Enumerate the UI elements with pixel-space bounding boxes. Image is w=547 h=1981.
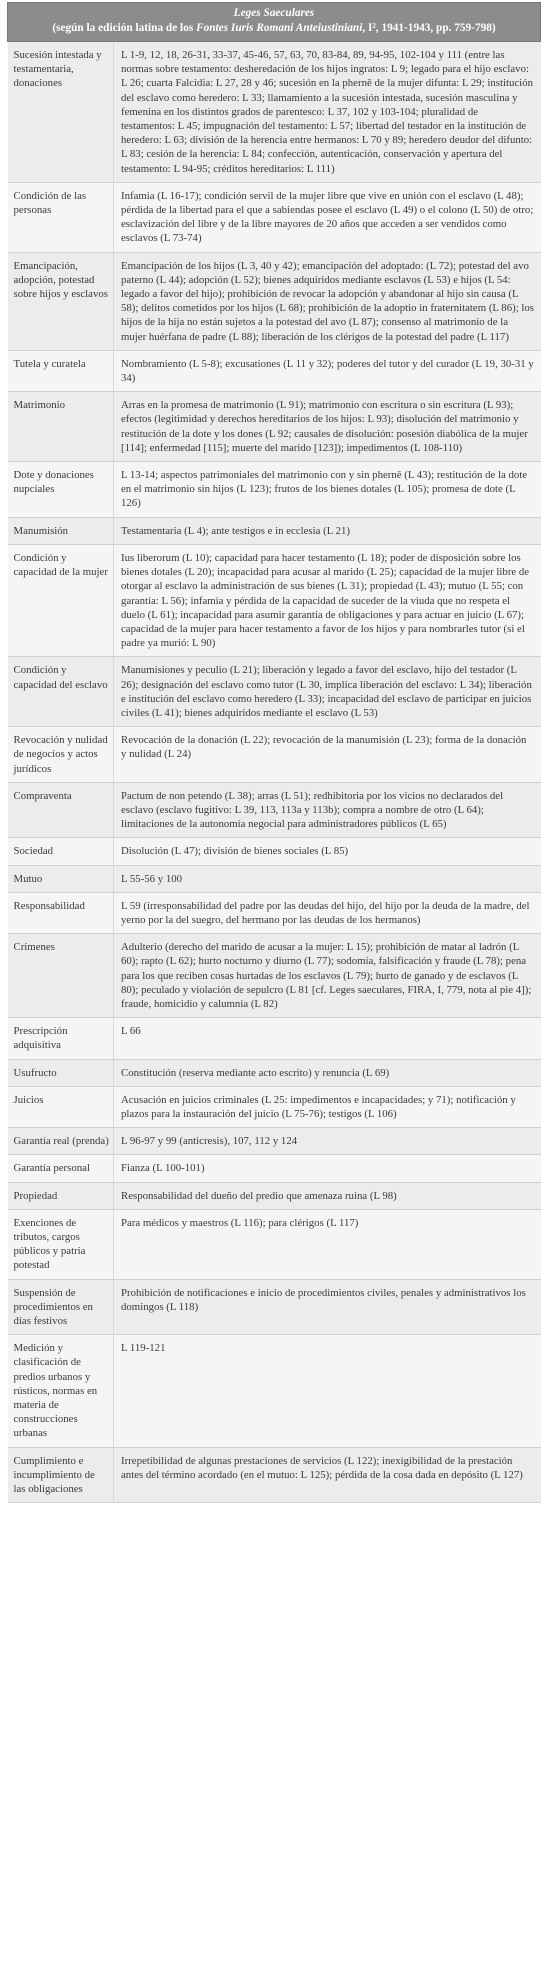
table-row (8, 727, 541, 783)
row-topic: Prescripción adquisitiva (8, 1018, 114, 1059)
row-references: Prohibición de notificaciones e inicio de procedimientos civiles, penales y administrativos los domingos (L 118) (114, 1279, 541, 1335)
table-row (8, 838, 541, 865)
row-topic: Exenciones de tributos, cargos públicos y patria potestad (8, 1209, 114, 1279)
table-row (8, 892, 541, 933)
table-row (8, 544, 541, 656)
table-body (8, 42, 541, 1503)
row-topic: Matrimonio (8, 392, 114, 462)
table-row (8, 42, 541, 183)
table-row (8, 934, 541, 1018)
row-topic: Tutela y curatela (8, 350, 114, 391)
leges-table (7, 2, 541, 1503)
row-topic: Garantía real (prenda) (8, 1128, 114, 1155)
row-references: L 119-121 (114, 1335, 541, 1447)
table-row (8, 1447, 541, 1503)
subtitle-suffix: , I², 1941-1943, pp. 759-798) (362, 22, 496, 34)
document-page (7, 0, 540, 1503)
row-topic: Cumplimiento e incumplimiento de las obligaciones (8, 1447, 114, 1503)
row-references: L 96-97 y 99 (anticresis), 107, 112 y 124 (114, 1128, 541, 1155)
row-topic: Revocación y nulidad de negocios y actos jurídicos (8, 727, 114, 783)
row-topic: Suspensión de procedimientos en días festivos (8, 1279, 114, 1335)
table-row (8, 182, 541, 252)
row-topic: Crímenes (8, 934, 114, 1018)
row-topic: Mutuo (8, 865, 114, 892)
row-references: Adulterio (derecho del marido de acusar a la mujer: L 15); prohibición de matar al ladrón (L 60); rapto (L 62); hurto nocturno y diurno (L 77); sodomía, falsificación y fraude (L 78); pena para los que reciben cosas hurtadas de los esclavos (L 79); hurto de ganado y de esclavos (L 80); peculado y violación de sepulcro (L 81 [cf. Leges saeculares, FIRA, I, 779, nota al pie 4]); fraude, homicidio y calumnia (L 82) (114, 934, 541, 1018)
row-references: Emancipación de los hijos (L 3, 40 y 42); emancipación del adoptado: (L 72); potestad del avo paterno (L 44); adopción (L 52); bienes adquiridos mediante esclavos (L 53) e hijos (L 54: legado a favor del hijo); prohibición de revocar la adopción y abandonar al hijo sin causa (L 58); delitos cometidos por los hijos (L 68); prohibición de la adoptio in fraternitatem (L 86); los hijos de la hija no están sujetos a la potestad del avo (L 87); consenso al matrimonio de la mujer huérfana de padre (L 88); liberación de los clérigos de la potestad del padre (L 117) (114, 252, 541, 350)
table-row (8, 350, 541, 391)
row-references: Para médicos y maestros (L 116); para clérigos (L 117) (114, 1209, 541, 1279)
row-references: Acusación en juicios criminales (L 25: impedimentos e incapacidades; y 71); notificación y plazos para la instauración del juicio (L 75-76); testigos (L 106) (114, 1086, 541, 1127)
table-row (8, 865, 541, 892)
row-references: Constitución (reserva mediante acto escrito) y renuncia (L 69) (114, 1059, 541, 1086)
row-topic: Usufructo (8, 1059, 114, 1086)
row-topic: Condición y capacidad de la mujer (8, 544, 114, 656)
row-references: Irrepetibilidad de algunas prestaciones de servicios (L 122); inexigibilidad de la prestación antes del término acordado (en el mutuo: L 125); pérdida de la cosa dada en depósito (L 127) (114, 1447, 541, 1503)
table-row (8, 657, 541, 727)
subtitle-work: Fontes Iuris Romani Anteiustiniani (196, 22, 363, 34)
table-row (8, 1335, 541, 1447)
row-topic: Dote y donaciones nupciales (8, 462, 114, 518)
row-references: Manumisiones y peculio (L 21); liberación y legado a favor del esclavo, hijo del testador (L 26); designación del esclavo como tutor (L 30, implica liberación del esclavo: L 34); liberación e institución del esclavo como heredero (L 33); incapacidad del esclavo de participar en juicios civiles (L 41); bienes adquiridos mediante el esclavo (L 53) (114, 657, 541, 727)
row-topic: Condición de las personas (8, 182, 114, 252)
row-topic: Emancipación, adopción, potestad sobre hijos y esclavos (8, 252, 114, 350)
row-references: L 55-56 y 100 (114, 865, 541, 892)
row-topic: Juicios (8, 1086, 114, 1127)
table-row (8, 392, 541, 462)
row-topic: Responsabilidad (8, 892, 114, 933)
row-references: L 1-9, 12, 18, 26-31, 33-37, 45-46, 57, 63, 70, 83-84, 89, 94-95, 102-104 y 111 (entre las normas sobre testamento: desheredación de los hijos ingratos: L 9; legado para el hijo esclavo: L 26; cuarta Falcidia: L 27, 28 y 46; sucesión en la phernē de la mujer difunta: L 29; institución del esclavo como heredero: L 33; llamamiento a la sucesión intestada, sucesión masculina y femenina en los distintos grados de parentesco: L 37, 102 y 103-104; pluralidad de testamentos: L 45; impugnación del testamento: L 57; libertad del testador en la institución de heredero: L 63; división de la herencia entre hermanos: L 70 y 89; heredero deudor del difunto: L 83; cesión de la herencia: L 84; confección, autenticación, conservación y apertura del testamento: L 94-95; créditos hereditarios: L 111) (114, 42, 541, 183)
table-row (8, 1059, 541, 1086)
table-title: Leges Saeculares (233, 7, 315, 19)
row-references: Testamentaria (L 4); ante testigos e in ecclesia (L 21) (114, 517, 541, 544)
row-references: Pactum de non petendo (L 38); arras (L 51); redhibitoria por los vicios no declarados del esclavo (esclavo fugitivo: L 39, 113, 113a y 113b); compra a nombre de otro (L 64); limitaciones de la autonomía negocial para administradores públicos (L 65) (114, 782, 541, 838)
row-topic: Compraventa (8, 782, 114, 838)
row-references: Responsabilidad del dueño del predio que amenaza ruina (L 98) (114, 1182, 541, 1209)
row-references: Fianza (L 100-101) (114, 1155, 541, 1182)
row-references: L 66 (114, 1018, 541, 1059)
table-row (8, 462, 541, 518)
row-references: Infamia (L 16-17); condición servil de la mujer libre que vive en unión con el esclavo (L 48); pérdida de la libertad para el que a sabiendas posee el esclavo (L 49) o el colono (L 50) de otro; esclavización del libre y de la libre mayores de 20 años que acceden a ser vendidos como esclavos (L 73-74) (114, 182, 541, 252)
row-topic: Condición y capacidad del esclavo (8, 657, 114, 727)
table-row (8, 1086, 541, 1127)
row-references: L 59 (irresponsabilidad del padre por las deudas del hijo, del hijo por la deuda de la madre, del yerno por la del suegro, del hermano por las deudas de los hermanos) (114, 892, 541, 933)
table-row (8, 1155, 541, 1182)
row-references: Ius liberorum (L 10); capacidad para hacer testamento (L 18); poder de disposición sobre los bienes dotales (L 20); incapacidad para acusar al marido (L 25); capacidad de la mujer libre de otorgar al esclavo la administración de sus bienes (L 31); propiedad (L 43); mutuo (L 55; con garantía: L 56); infamia y pérdida de la capacidad de suceder de la viuda que no respeta el duelo (L 61); incapacidad para asumir garantía de obligaciones y para actuar en juicio (L 67); capacidad de la mujer para hacer testamento a favor de los hijos y para nombrarles tutor (si el padre ya murió: L 90) (114, 544, 541, 656)
table-row (8, 782, 541, 838)
row-references: Nombramiento (L 5-8); excusationes (L 11 y 32); poderes del tutor y del curador (L 19, 30-31 y 34) (114, 350, 541, 391)
row-references: Disolución (L 47); división de bienes sociales (L 85) (114, 838, 541, 865)
row-topic: Propiedad (8, 1182, 114, 1209)
table-header (8, 3, 541, 42)
row-topic: Sociedad (8, 838, 114, 865)
row-topic: Medición y clasificación de predios urbanos y rústicos, normas en materia de construcciones urbanas (8, 1335, 114, 1447)
table-row (8, 517, 541, 544)
row-references: Revocación de la donación (L 22); revocación de la manumisión (L 23); forma de la donación y nulidad (L 24) (114, 727, 541, 783)
table-row (8, 1018, 541, 1059)
row-references: Arras en la promesa de matrimonio (L 91); matrimonio con escritura o sin escritura (L 93); efectos (legitimidad y derechos hereditarios de los hijos: L 93); disolución del matrimonio y restitución de la dote y los dones (L 92; causales de disolución: posesión diabólica de la mujer [114]; enfermedad [115]; muerte del marido [123]); impedimentos (L 108-110) (114, 392, 541, 462)
row-topic: Sucesión intestada y testamentaria, donaciones (8, 42, 114, 183)
row-topic: Garantía personal (8, 1155, 114, 1182)
subtitle-prefix: (según la edición latina de los (52, 22, 197, 34)
row-topic: Manumisión (8, 517, 114, 544)
table-row (8, 1209, 541, 1279)
table-row (8, 252, 541, 350)
table-row (8, 1279, 541, 1335)
table-row (8, 1128, 541, 1155)
table-row (8, 1182, 541, 1209)
row-references: L 13-14; aspectos patrimoniales del matrimonio con y sin phernē (L 43); restitución de la dote en el matrimonio sin hijos (L 123); frutos de los bienes dotales (L 105); promesa de dote (L 126) (114, 462, 541, 518)
